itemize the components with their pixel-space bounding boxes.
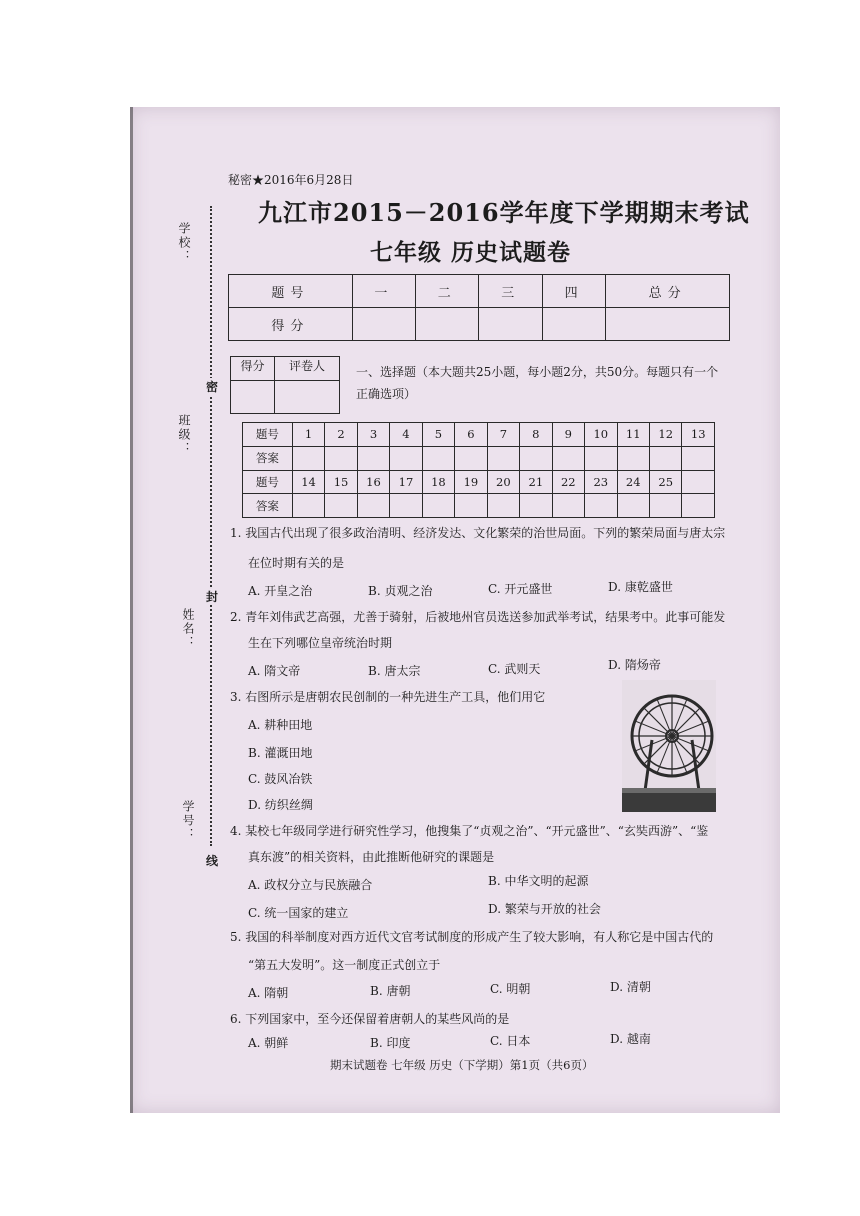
- question-5-option-d[interactable]: D. 清朝: [610, 980, 651, 994]
- question-number-cell: 20: [487, 470, 519, 494]
- grader-score-cell[interactable]: [231, 381, 275, 414]
- seal-xian: 线: [206, 854, 219, 868]
- score-table: [228, 274, 730, 341]
- answer-cell[interactable]: [617, 446, 649, 470]
- score-cell[interactable]: [606, 308, 730, 341]
- question-6-option-c[interactable]: C. 日本: [490, 1034, 531, 1048]
- question-number-cell: 21: [520, 470, 552, 494]
- answer-cell[interactable]: [422, 494, 454, 518]
- question-4-stem: 4. 某校七年级同学进行研究性学习，他搜集了“贞观之治”、“开元盛世”、“玄奘西游”、“鉴: [230, 824, 709, 838]
- question-number-cell: 17: [390, 470, 422, 494]
- question-2-stem-cont: 生在下列哪位皇帝统治时期: [248, 636, 393, 650]
- answer-cell[interactable]: [455, 494, 487, 518]
- score-header-cell: 四: [542, 275, 605, 308]
- answer-row-label: 答案: [243, 446, 293, 470]
- question-number-cell: [682, 470, 715, 494]
- question-4-option-a[interactable]: A. 政权分立与民族融合: [248, 878, 373, 892]
- question-5-stem: 5. 我国的科举制度对西方近代文官考试制度的形成产生了较大影响，有人称它是中国古代的: [230, 930, 714, 944]
- answer-cell[interactable]: [325, 494, 357, 518]
- question-number-cell: 18: [422, 470, 454, 494]
- question-1-stem-cont: 在位时期有关的是: [248, 556, 345, 570]
- question-number-cell: 9: [552, 423, 584, 447]
- waterwheel-image: [622, 680, 716, 812]
- question-2-option-c[interactable]: C. 武则天: [488, 662, 541, 676]
- question-6-stem: 6. 下列国家中，至今还保留着唐朝人的某些风尚的是: [230, 1012, 510, 1026]
- question-number-cell: 8: [520, 423, 552, 447]
- score-header-cell: 总分: [606, 275, 730, 308]
- score-cell[interactable]: [479, 308, 542, 341]
- answer-cell[interactable]: [325, 446, 357, 470]
- section-1-title: 一、选择题（本大题共25小题，每小题2分，共50分。每题只有一个正确选项）: [356, 365, 719, 401]
- grader-reviewer-label: 评卷人: [274, 357, 339, 381]
- question-4-option-b[interactable]: B. 中华文明的起源: [488, 874, 589, 888]
- answer-cell[interactable]: [552, 494, 584, 518]
- answer-cell[interactable]: [292, 494, 324, 518]
- question-2-stem: 2. 青年刘伟武艺高强，尤善于骑射，后被地州官员选送参加武举考试，结果考中。此事可能发: [230, 610, 726, 624]
- question-4-option-c[interactable]: C. 统一国家的建立: [248, 906, 349, 920]
- question-5-option-c[interactable]: C. 明朝: [490, 982, 531, 996]
- question-number-cell: 4: [390, 423, 422, 447]
- answer-cell[interactable]: [649, 494, 681, 518]
- exam-title: 九江市2015－2016学年度下学期期末考试: [258, 198, 750, 227]
- question-number-cell: 6: [455, 423, 487, 447]
- grader-box: [230, 356, 340, 414]
- score-header-cell: 二: [416, 275, 479, 308]
- question-4-option-d[interactable]: D. 繁荣与开放的社会: [488, 902, 601, 916]
- question-number-cell: 10: [585, 423, 617, 447]
- question-6-option-b[interactable]: B. 印度: [370, 1036, 411, 1050]
- question-number-cell: 14: [292, 470, 324, 494]
- answer-cell[interactable]: [455, 446, 487, 470]
- exam-subtitle: 七年级 历史试题卷: [370, 239, 572, 266]
- question-number-cell: 1: [292, 423, 324, 447]
- question-5-option-a[interactable]: A. 隋朝: [248, 986, 289, 1000]
- question-3-option-b[interactable]: B. 灌溉田地: [248, 746, 313, 760]
- answer-row-label: 题号: [243, 423, 293, 447]
- question-number-cell: 15: [325, 470, 357, 494]
- question-number-cell: 22: [552, 470, 584, 494]
- question-5-stem-cont: “第五大发明”。这一制度正式创立于: [248, 958, 441, 972]
- score-cell[interactable]: [352, 308, 415, 341]
- score-cell[interactable]: [542, 308, 605, 341]
- seal-feng: 封: [206, 590, 219, 604]
- answer-table: [242, 422, 715, 518]
- answer-row-1: [243, 446, 715, 470]
- answer-row-label: 答案: [243, 494, 293, 518]
- answer-row-label: 题号: [243, 470, 293, 494]
- question-number-cell: 5: [422, 423, 454, 447]
- secret-date: 秘密★2016年6月28日: [228, 173, 354, 187]
- answer-cell[interactable]: [487, 494, 519, 518]
- student-number-label: 学号：: [181, 800, 195, 842]
- question-number-cell: 23: [585, 470, 617, 494]
- question-number-cell: 2: [325, 423, 357, 447]
- question-3-option-d[interactable]: D. 纺织丝绸: [248, 798, 313, 812]
- grader-score-label: 得分: [231, 357, 275, 381]
- answer-cell[interactable]: [649, 446, 681, 470]
- question-number-cell: 3: [357, 423, 389, 447]
- answer-number-row-2: [243, 470, 715, 494]
- answer-cell[interactable]: [520, 446, 552, 470]
- question-number-cell: 7: [487, 423, 519, 447]
- school-label: 学校：: [177, 222, 191, 264]
- question-6-option-d[interactable]: D. 越南: [610, 1032, 651, 1046]
- answer-cell[interactable]: [552, 446, 584, 470]
- question-1-option-b[interactable]: B. 贞观之治: [368, 584, 433, 598]
- question-1-option-a[interactable]: A. 开皇之治: [248, 584, 313, 598]
- grader-reviewer-cell[interactable]: [274, 381, 339, 414]
- question-number-cell: 13: [682, 423, 715, 447]
- answer-cell[interactable]: [390, 494, 422, 518]
- name-label: 姓名：: [181, 608, 195, 650]
- answer-cell[interactable]: [357, 446, 389, 470]
- answer-cell[interactable]: [357, 494, 389, 518]
- answer-cell[interactable]: [682, 494, 715, 518]
- question-3-option-a[interactable]: A. 耕种田地: [248, 718, 313, 732]
- page-footer: 期末试题卷 七年级 历史（下学期）第1页（共6页）: [330, 1058, 594, 1072]
- score-table-score-row: [229, 308, 730, 341]
- question-number-cell: 24: [617, 470, 649, 494]
- answer-cell[interactable]: [617, 494, 649, 518]
- answer-cell[interactable]: [520, 494, 552, 518]
- answer-number-row-1: [243, 423, 715, 447]
- answer-cell[interactable]: [390, 446, 422, 470]
- question-number-cell: 12: [649, 423, 681, 447]
- question-4-stem-cont: 真东渡”的相关资料，由此推断他研究的课题是: [248, 850, 495, 864]
- question-number-cell: 25: [649, 470, 681, 494]
- question-number-cell: 16: [357, 470, 389, 494]
- question-2-option-a[interactable]: A. 隋文帝: [248, 664, 301, 678]
- score-header-cell: 一: [352, 275, 415, 308]
- question-3-stem: 3. 右图所示是唐朝农民创制的一种先进生产工具，他们用它: [230, 690, 546, 704]
- question-3-option-c[interactable]: C. 鼓风冶铁: [248, 772, 313, 786]
- binding-dotted-line: [210, 206, 212, 846]
- score-cell[interactable]: [416, 308, 479, 341]
- answer-cell[interactable]: [422, 446, 454, 470]
- answer-cell[interactable]: [682, 446, 715, 470]
- answer-cell[interactable]: [585, 446, 617, 470]
- question-number-cell: 19: [455, 470, 487, 494]
- question-5-option-b[interactable]: B. 唐朝: [370, 984, 411, 998]
- score-header-cell: 三: [479, 275, 542, 308]
- question-6-option-a[interactable]: A. 朝鲜: [248, 1036, 289, 1050]
- score-row-label: 得分: [229, 308, 353, 341]
- answer-cell[interactable]: [292, 446, 324, 470]
- class-label: 班级：: [177, 414, 191, 456]
- score-table-header-row: [229, 275, 730, 308]
- question-1-option-d[interactable]: D. 康乾盛世: [608, 580, 673, 594]
- question-2-option-b[interactable]: B. 唐太宗: [368, 664, 421, 678]
- answer-row-2: [243, 494, 715, 518]
- answer-cell[interactable]: [487, 446, 519, 470]
- question-number-cell: 11: [617, 423, 649, 447]
- question-1-stem: 1. 我国古代出现了很多政治清明、经济发达、文化繁荣的治世局面。下列的繁荣局面与唐太宗: [230, 526, 726, 540]
- answer-cell[interactable]: [585, 494, 617, 518]
- paper-edge-shadow: [130, 107, 133, 1113]
- score-header-cell: 题号: [229, 275, 353, 308]
- seal-mi: 密: [206, 380, 219, 394]
- question-1-option-c[interactable]: C. 开元盛世: [488, 582, 553, 596]
- question-2-option-d[interactable]: D. 隋炀帝: [608, 658, 661, 672]
